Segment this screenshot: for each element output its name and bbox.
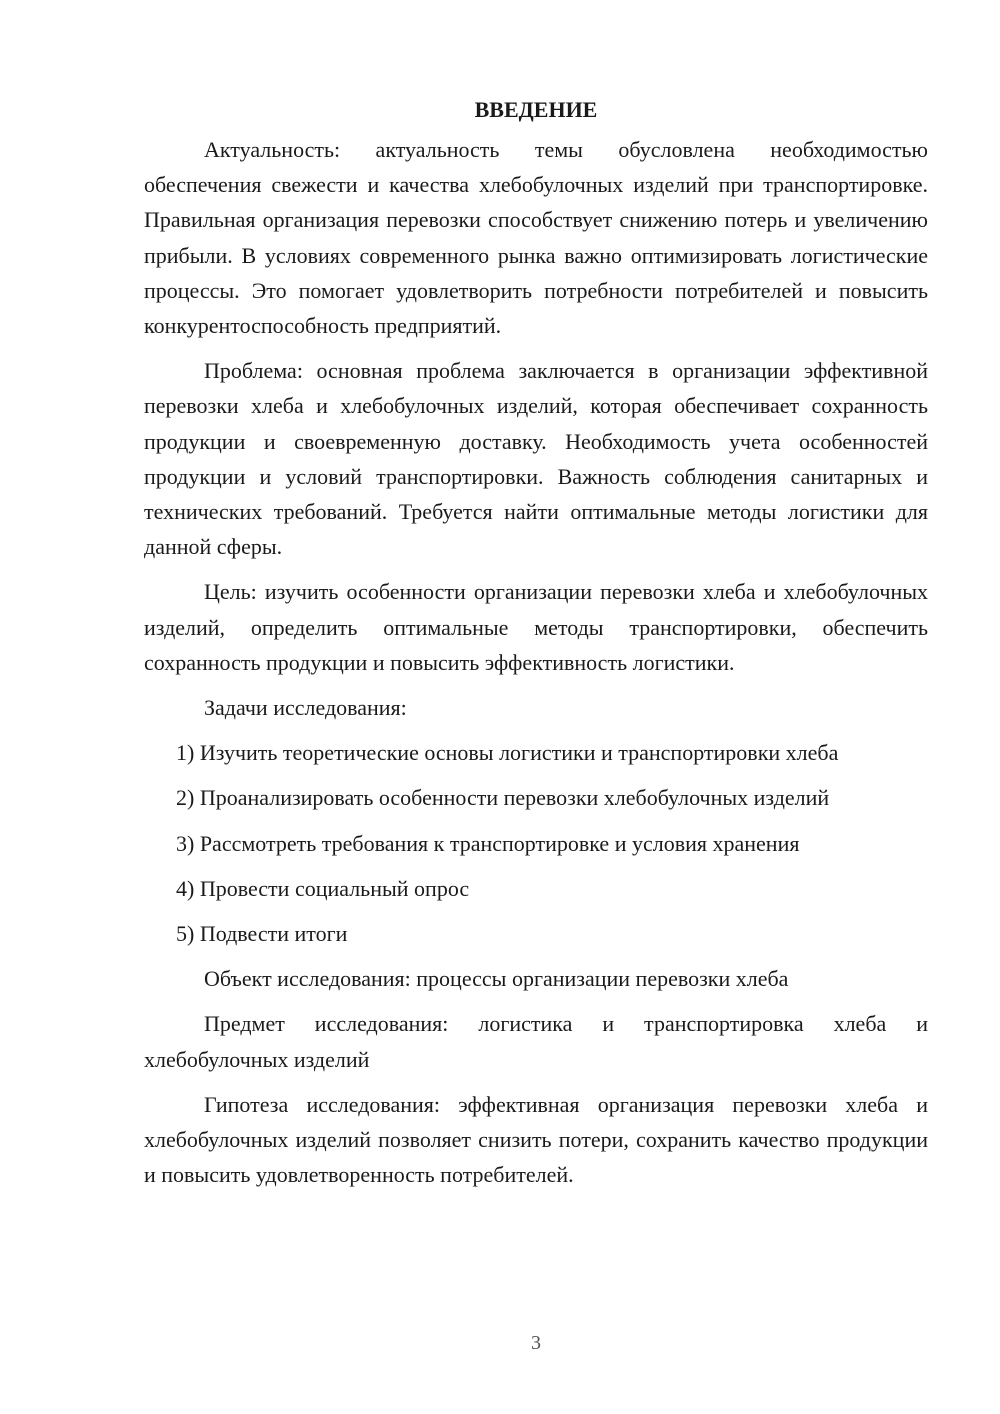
tasks-heading: Задачи исследования: — [204, 695, 407, 721]
list-item: 1) Изучить теоретические основы логистики и транспортировки хлеба — [176, 740, 839, 766]
problem-paragraph: Проблема: основная проблема заключается в организации эффективной перевозки хлеба и хлебобулочных изделий, которая обеспечивает сохранность продукции и своевременную доставку. Необходимость учета особенностей продукции и условий транспортировки. Важность соблюдения санитарных и технических требований. Требуется найти оптимальные методы логистики для данной сферы. — [144, 358, 928, 560]
list-item: 4) Провести социальный опрос — [176, 875, 470, 901]
document-page — [144, 92, 928, 1202]
relevance-paragraph: Актуальность: актуальность темы обусловлена необходимостью обеспечения свежести и качества хлебобулочных изделий при транспортировке. Правильная организация перевозки способствует снижению потерь и увеличению прибыли. В условиях современного рынка важно оптимизировать логистические процессы. Это помогает удовлетворить потребности потребителей и повысить конкурентоспособность предприятий. — [144, 137, 928, 339]
list-item: 2) Проанализировать особенности перевозки хлебобулочных изделий — [176, 785, 830, 811]
goal-paragraph: Цель: изучить особенности организации перевозки хлеба и хлебобулочных изделий, определить оптимальные методы транспортировки, обеспечить сохранность продукции и повысить эффективность логистики. — [144, 579, 928, 675]
list-item: 3) Рассмотреть требования к транспортировке и условия хранения — [176, 830, 800, 856]
page-number: 3 — [531, 1332, 541, 1354]
page-title: ВВЕДЕНИЕ — [474, 97, 598, 122]
hypothesis-paragraph: Гипотеза исследования: эффективная организация перевозки хлеба и хлебобулочных изделий позволяет снизить потери, сохранить качество продукции и повысить удовлетворенность потребителей. — [144, 1091, 928, 1188]
list-item: 5) Подвести итоги — [176, 921, 348, 947]
subject-paragraph: Предмет исследования: логистика и транспортировка хлеба и хлебобулочных изделий — [144, 1011, 928, 1072]
tasks-list — [144, 735, 928, 951]
object-paragraph: Объект исследования: процессы организации перевозки хлеба — [204, 966, 789, 992]
